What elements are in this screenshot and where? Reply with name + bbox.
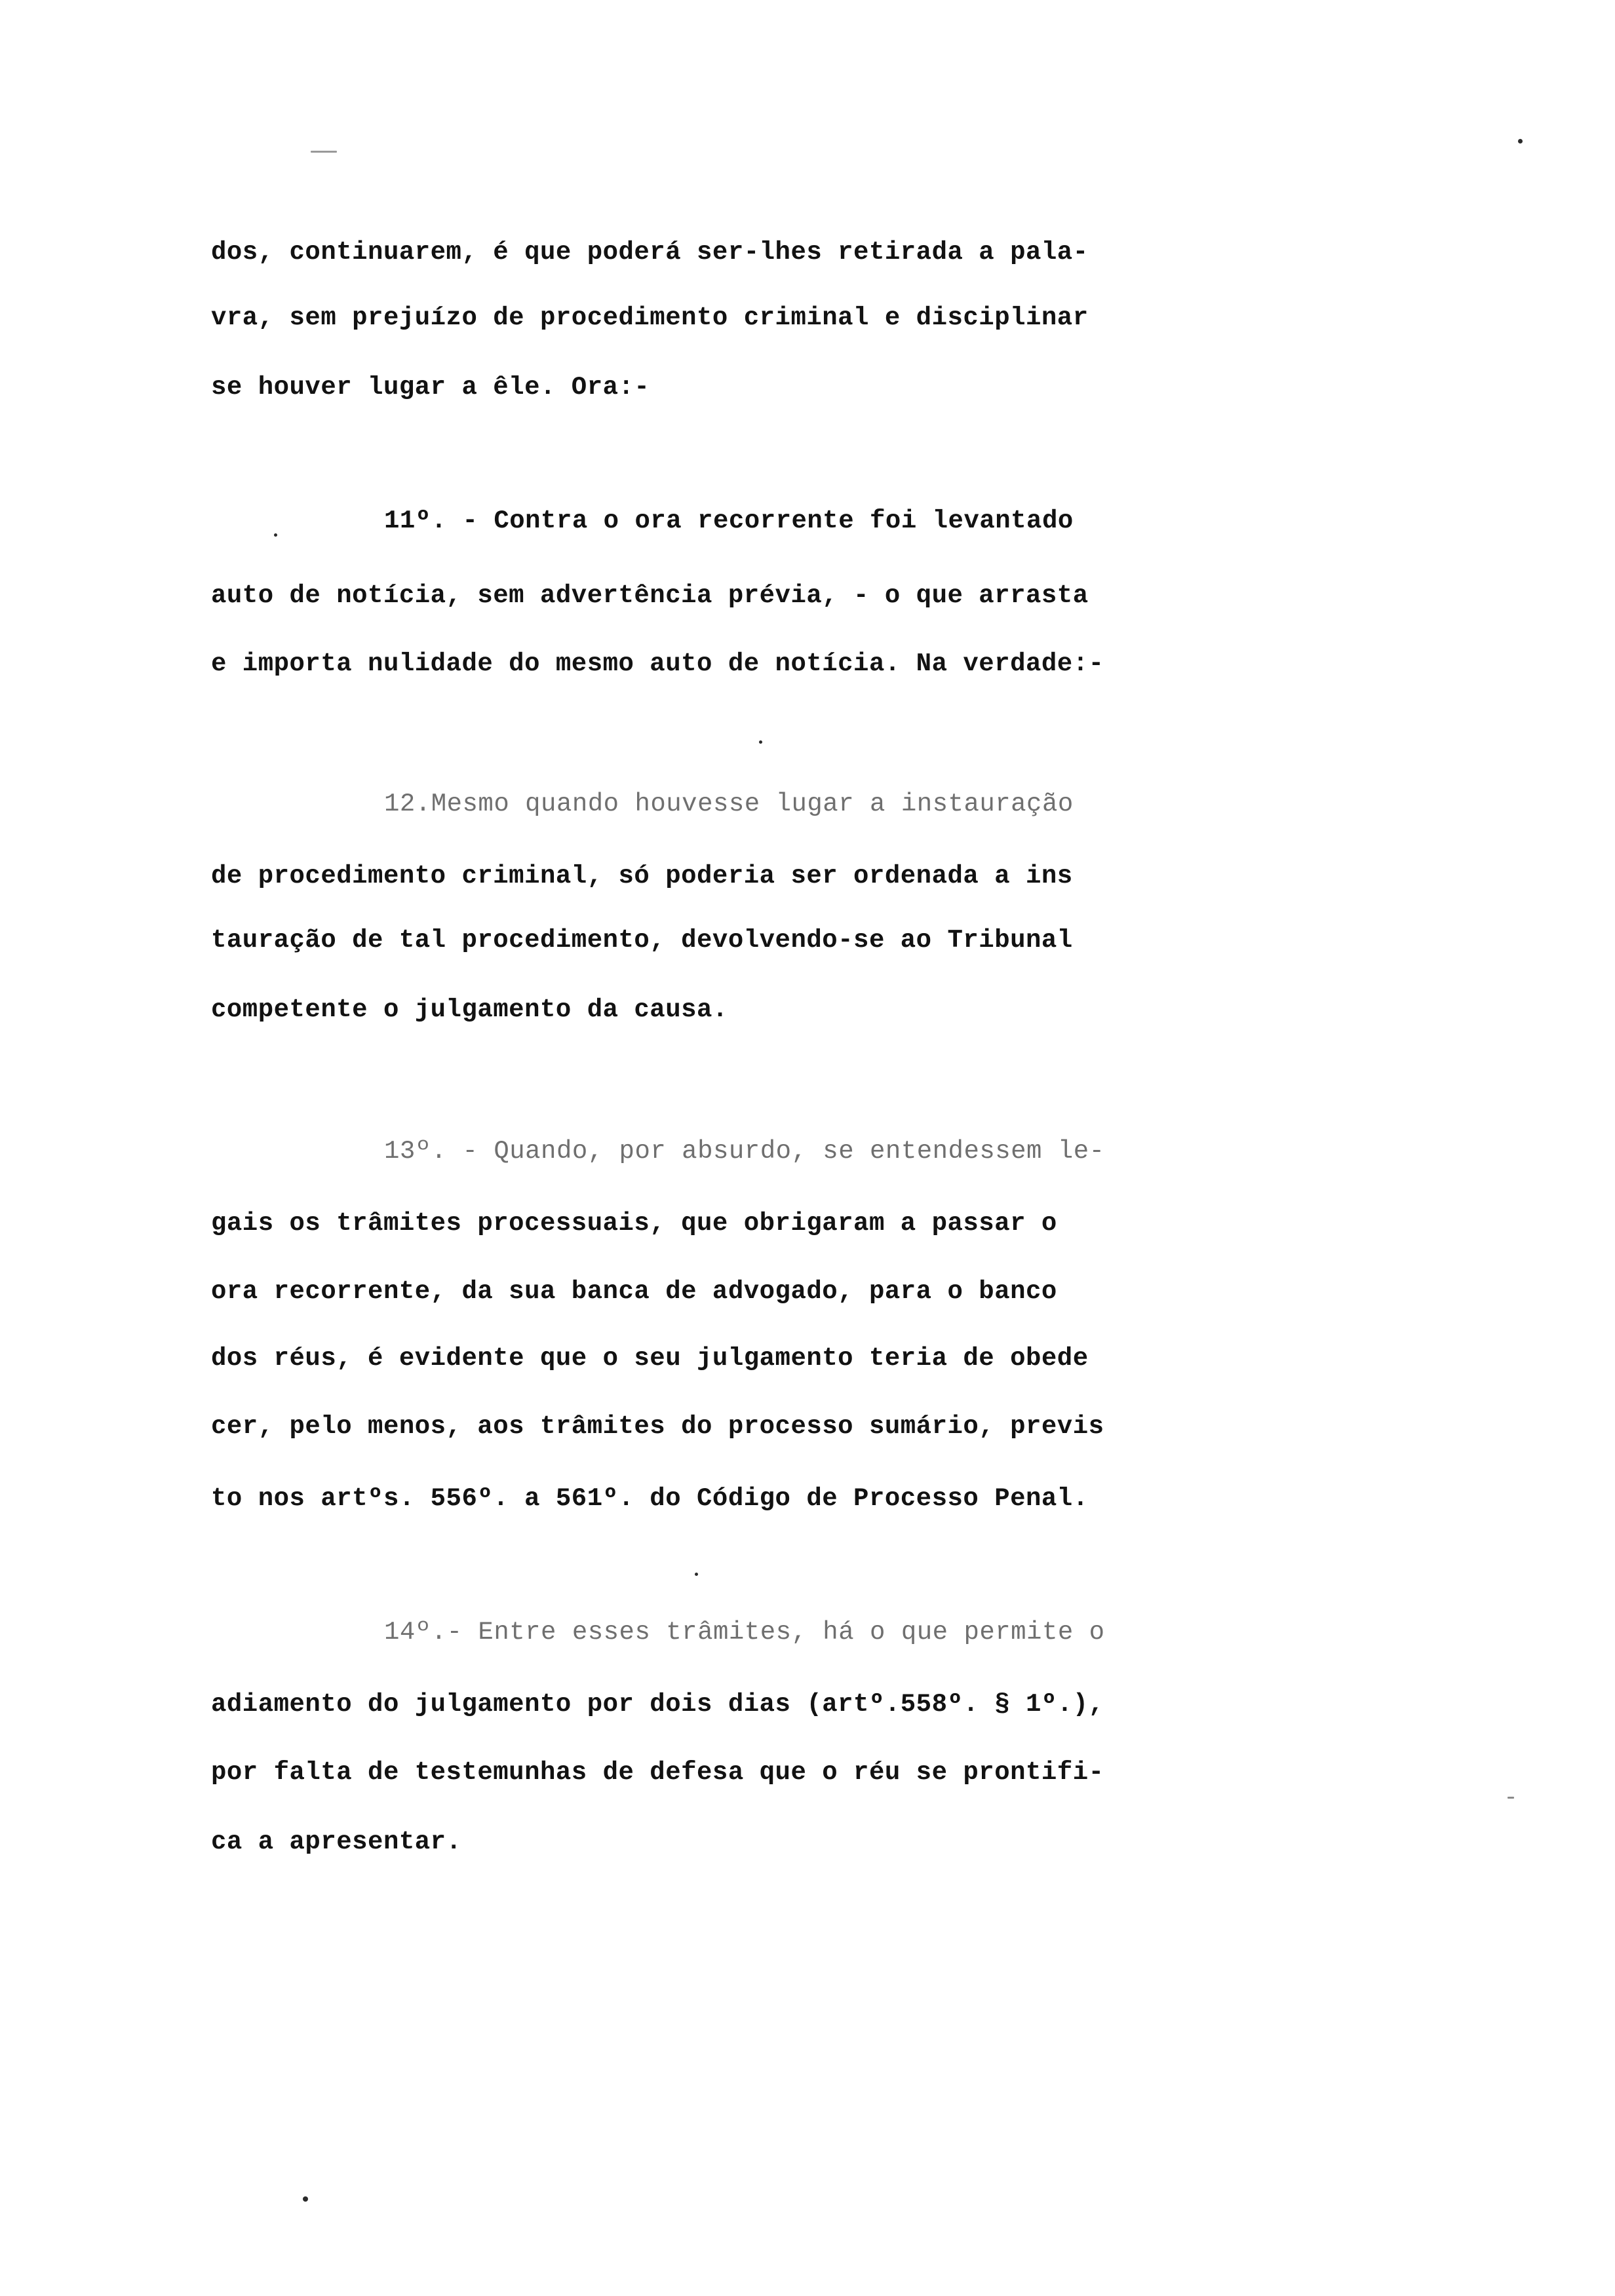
text-line: dos réus, é evidente que o seu julgamento teria de obede bbox=[211, 1344, 1089, 1373]
text-line: adiamento do julgamento por dois dias (artº.558º. § 1º.), bbox=[211, 1690, 1104, 1719]
text-line: se houver lugar a êle. Ora:- bbox=[211, 373, 650, 402]
text-line: 12.Mesmo quando houvesse lugar a instauração bbox=[384, 790, 1074, 818]
text-line: gais os trâmites processuais, que obrigaram a passar o bbox=[211, 1209, 1057, 1238]
text-line: to nos artºs. 556º. a 561º. do Código de Processo Penal. bbox=[211, 1484, 1089, 1513]
text-line: ora recorrente, da sua banca de advogado, para o banco bbox=[211, 1277, 1057, 1306]
text-line: auto de notícia, sem advertência prévia, - o que arrasta bbox=[211, 581, 1089, 610]
text-line: tauração de tal procedimento, devolvendo-se ao Tribunal bbox=[211, 926, 1073, 955]
text-line: competente o julgamento da causa. bbox=[211, 995, 728, 1024]
scan-speck bbox=[311, 151, 337, 153]
scan-speck bbox=[1508, 1797, 1514, 1799]
scan-speck bbox=[759, 740, 762, 744]
scan-speck bbox=[695, 1573, 698, 1576]
text-line: por falta de testemunhas de defesa que o réu se prontifi- bbox=[211, 1758, 1104, 1787]
text-line: cer, pelo menos, aos trâmites do processo sumário, previs bbox=[211, 1412, 1104, 1441]
text-line: ca a apresentar. bbox=[211, 1827, 462, 1856]
text-line: 14º.- Entre esses trâmites, há o que permite o bbox=[384, 1618, 1105, 1647]
scan-speck bbox=[1518, 139, 1523, 144]
text-line: de procedimento criminal, só poderia ser ordenada a ins bbox=[211, 862, 1073, 890]
text-line: 11º. - Contra o ora recorrente foi levantado bbox=[384, 507, 1074, 535]
scan-speck bbox=[303, 2196, 308, 2202]
text-line: e importa nulidade do mesmo auto de notícia. Na verdade:- bbox=[211, 649, 1104, 678]
text-line: 13º. - Quando, por absurdo, se entendessem le- bbox=[384, 1137, 1105, 1166]
text-line: dos, continuarem, é que poderá ser-lhes retirada a pala- bbox=[211, 238, 1089, 267]
scan-speck bbox=[274, 533, 277, 537]
text-line: vra, sem prejuízo de procedimento criminal e disciplinar bbox=[211, 303, 1089, 332]
